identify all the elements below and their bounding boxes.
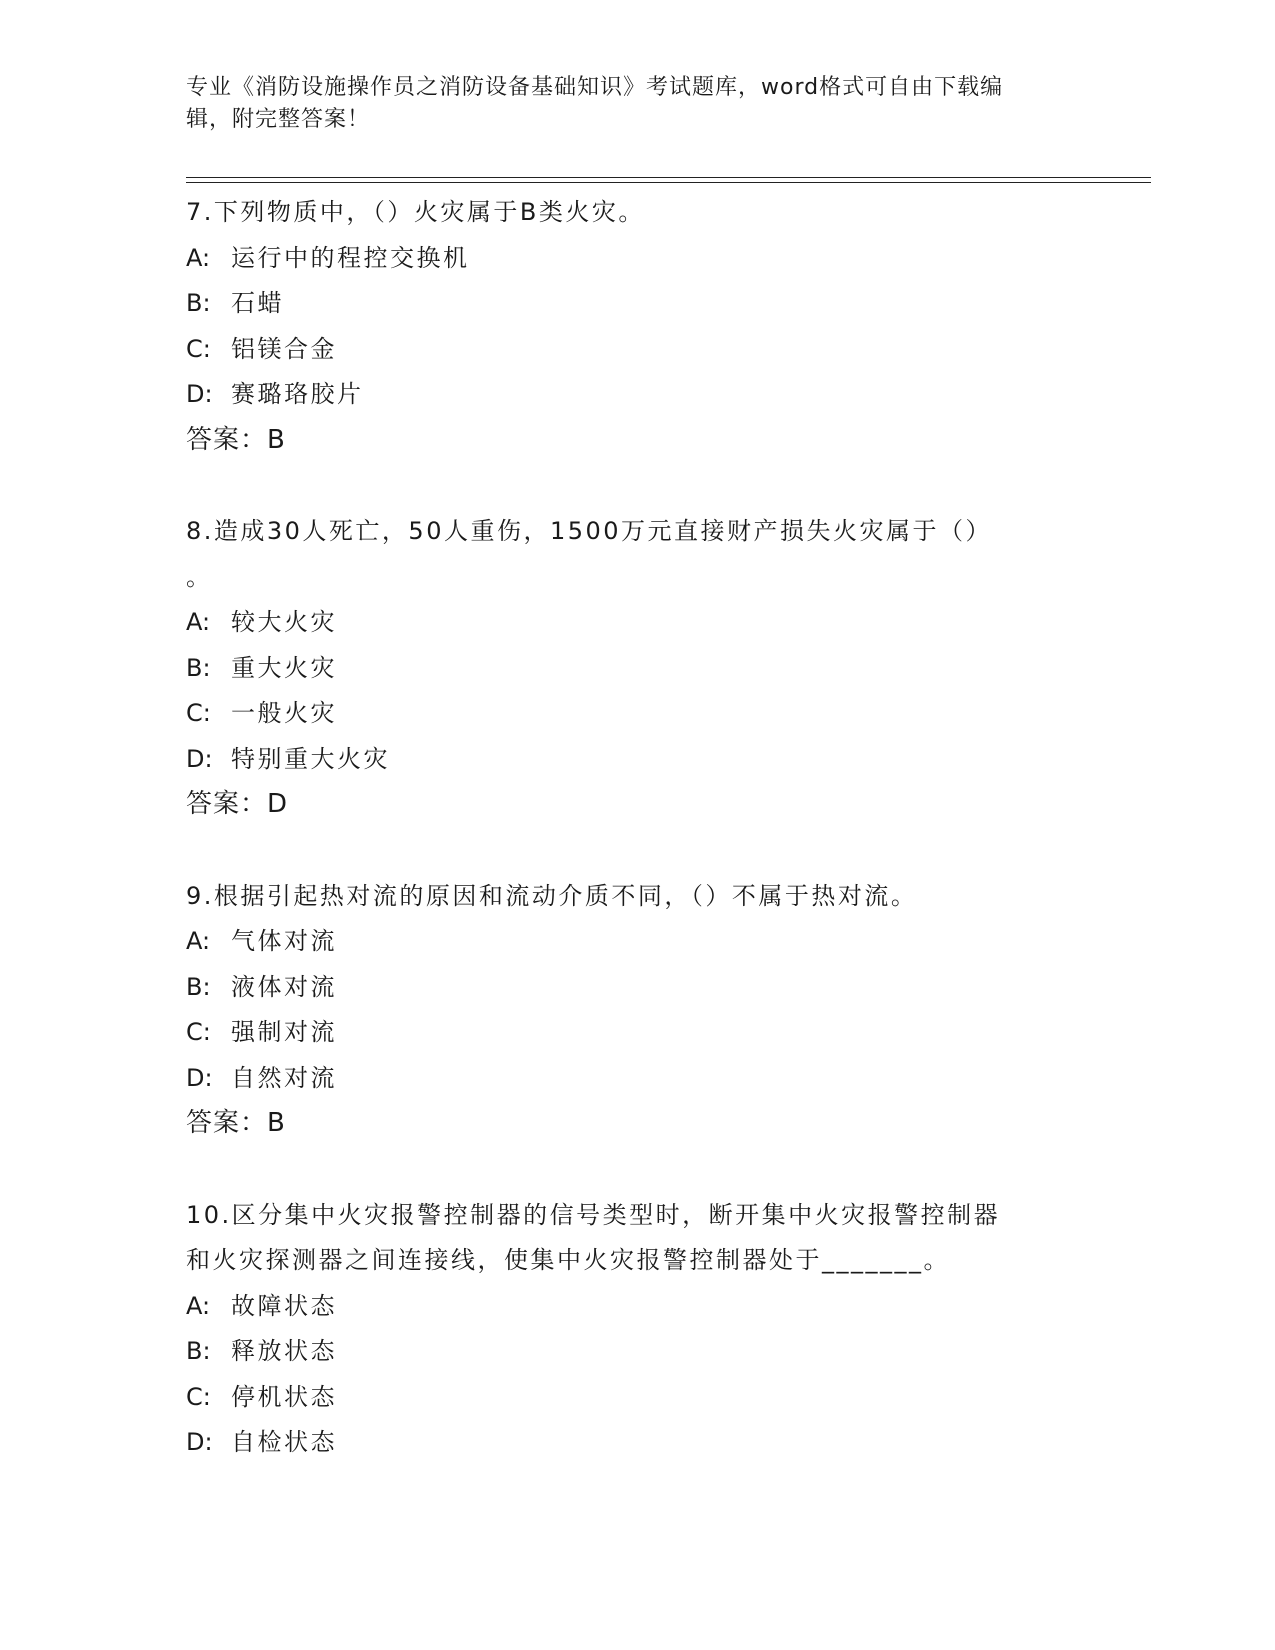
option-c	[186, 1375, 1086, 1421]
option-text: 重大火灾	[231, 653, 337, 682]
question-7	[186, 190, 1086, 463]
option-d	[186, 737, 1086, 783]
option-text: 液体对流	[231, 972, 337, 1001]
answer: 答案：D	[186, 789, 289, 819]
option-key: B:	[186, 653, 211, 682]
question-text: 7.下列物质中，（）火灾属于B类火灾。	[186, 198, 645, 226]
option-text: 强制对流	[231, 1018, 337, 1046]
option-key: D:	[186, 744, 213, 773]
option-text: 气体对流	[231, 927, 337, 955]
option-key: C:	[186, 699, 211, 727]
option-text: 铝镁合金	[231, 334, 337, 363]
option-key: B:	[186, 1337, 211, 1365]
option-text: 一般火灾	[231, 699, 337, 727]
answer: 答案：B	[186, 1108, 286, 1138]
option-key: C:	[186, 334, 211, 363]
option-text: 较大火灾	[231, 608, 337, 636]
document-header	[186, 72, 1066, 136]
option-a	[186, 236, 1086, 282]
option-d	[186, 1056, 1086, 1102]
option-b	[186, 281, 1086, 327]
option-text: 停机状态	[231, 1382, 337, 1411]
option-key: D:	[186, 1428, 213, 1456]
question-text-continued: 和火灾探测器之间连接线，使集中火灾报警控制器处于_______。	[186, 1246, 950, 1274]
option-d	[186, 1420, 1086, 1466]
option-key: C:	[186, 1382, 211, 1411]
question-10	[186, 1193, 1086, 1466]
option-c	[186, 691, 1086, 737]
option-b	[186, 965, 1086, 1011]
option-c	[186, 1010, 1086, 1056]
option-d	[186, 372, 1086, 418]
option-key: B:	[186, 289, 211, 317]
question-8	[186, 509, 1086, 828]
option-text: 自检状态	[231, 1428, 337, 1456]
option-text: 赛璐珞胶片	[231, 380, 364, 408]
option-key: A:	[186, 608, 211, 636]
header-divider-bottom	[186, 182, 1151, 183]
spacer	[186, 1147, 1086, 1193]
header-line-1: 专业《消防设施操作员之消防设备基础知识》考试题库，word格式可自由下载编	[186, 75, 1004, 100]
option-b	[186, 1329, 1086, 1375]
question-text: 10.区分集中火灾报警控制器的信号类型时，断开集中火灾报警控制器	[186, 1200, 1001, 1229]
option-key: B:	[186, 972, 211, 1001]
option-b	[186, 646, 1086, 692]
option-key: C:	[186, 1018, 211, 1046]
option-a	[186, 1284, 1086, 1330]
option-key: D:	[186, 1063, 213, 1092]
option-key: A:	[186, 927, 211, 955]
option-key: A:	[186, 243, 211, 272]
option-c	[186, 327, 1086, 373]
question-text: 9.根据引起热对流的原因和流动介质不同，（）不属于热对流。	[186, 881, 918, 910]
option-key: D:	[186, 380, 213, 408]
question-text: 8.造成30人死亡，50人重伤，1500万元直接财产损失火灾属于（）	[186, 517, 993, 545]
question-text-continued: 。	[186, 562, 213, 591]
spacer	[186, 463, 1086, 509]
option-text: 石蜡	[231, 289, 284, 317]
option-text: 特别重大火灾	[231, 744, 390, 773]
question-9	[186, 874, 1086, 1147]
option-text: 释放状态	[231, 1337, 337, 1365]
option-key: A:	[186, 1291, 211, 1320]
answer: 答案：B	[186, 424, 286, 455]
option-text: 故障状态	[231, 1291, 337, 1320]
question-list	[186, 190, 1086, 1466]
option-a	[186, 919, 1086, 965]
option-a	[186, 600, 1086, 646]
option-text: 自然对流	[231, 1063, 337, 1092]
header-line-2: 辑，附完整答案！	[186, 107, 371, 132]
header-divider-top	[186, 177, 1151, 178]
spacer	[186, 828, 1086, 874]
option-text: 运行中的程控交换机	[231, 243, 470, 272]
